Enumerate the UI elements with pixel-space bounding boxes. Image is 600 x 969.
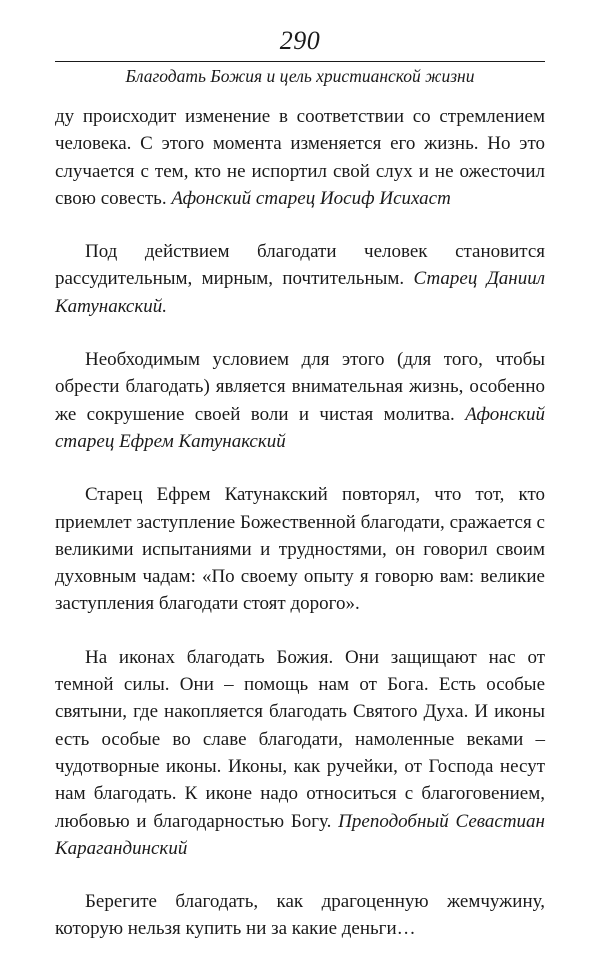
paragraph-6-text: Берегите благодать, как драгоценную жемчужину, которую нельзя купить ни за какие деньги…: [55, 891, 545, 940]
paragraph-4-text: Старец Ефрем Катунакский повторял, что тот, кто приемлет заступление Божественной благодати, сражается с великими испытаниями и трудностями, он говорил своим духовным чадам: «По своему опыту я говорю вам: великие заступления благодати стоят дорого».: [55, 484, 545, 615]
paragraph-1-text: ду происходит изменение в соответствии со стремлением человека. С этого момента изменяется его жизнь. Но это случается с тем, кто не испортил свой слух и не ожесточил свою совесть.: [55, 106, 545, 209]
paragraph-5: [55, 644, 545, 862]
paragraph-2: [55, 238, 545, 320]
paragraph-2-text: Под действием благодати человек становится рассудительным, мирным, почтительным.: [55, 241, 545, 290]
paragraph-2-attribution: Старец Даниил Катунакский.: [55, 268, 546, 317]
running-title: Благодать Божия и цель христианской жизни: [125, 66, 475, 86]
book-page: [55, 0, 546, 940]
paragraph-3-text: Необходимым условием для этого (для того, чтобы обрести благодать) является внимательная жизнь, особенно же сокрушение своей воли и чистая молитва.: [55, 349, 545, 425]
paragraph-3: [55, 346, 545, 455]
paragraph-1: [55, 103, 545, 212]
paragraph-3-attribution: Афонский старец Ефрем Катунакский: [55, 403, 545, 452]
header-divider: [55, 61, 545, 62]
body-text: [55, 103, 545, 969]
page-number: 290: [279, 26, 321, 55]
paragraph-5-text: На иконах благодать Божия. Они защищают нас от темной силы. Они – помощь нам от Бога. Есть особые святыни, где накопляется благодать Святого Духа. И иконы есть особые во славе благодати, намоленные веками – чудотворные иконы. Иконы, как ручейки, от Господа несут нам благодать. К иконе надо относиться с благоговением, любовью и благодарностью Богу.: [55, 646, 545, 832]
paragraph-5-attribution: Преподобный Севастиан Карагандинский: [55, 810, 545, 859]
paragraph-1-attribution: Афонский старец Иосиф Исихаст: [171, 187, 451, 209]
paragraph-6: [55, 888, 545, 943]
paragraph-4: [55, 481, 545, 617]
